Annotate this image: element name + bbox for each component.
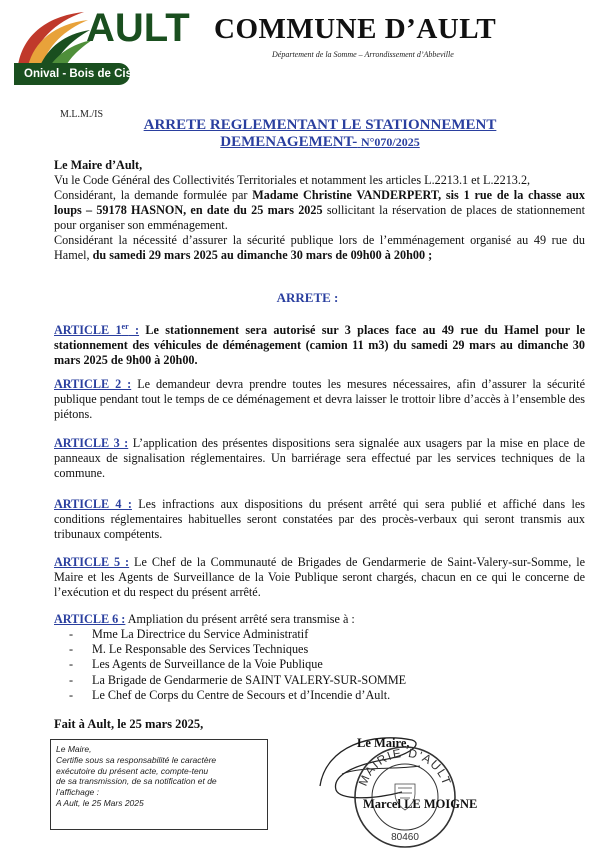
stamp-bottom-text: 80460	[391, 832, 419, 843]
article-1-label-sup: er	[121, 322, 129, 331]
article-3-label: ARTICLE 3 :	[54, 436, 129, 450]
considerant-1	[54, 188, 585, 233]
stamp-top-text: MAIRIE D'AULT	[355, 745, 455, 788]
list-item-text: La Brigade de Gendarmerie de SAINT VALERY-SUR-SOMME	[92, 672, 407, 687]
article-1-label-sep: :	[128, 323, 140, 338]
list-item-text: M. Le Responsable des Services Techniques	[92, 642, 309, 657]
article-6-text: Ampliation du présent arrêté sera transmise à :	[125, 612, 355, 626]
certification-text	[56, 744, 262, 809]
document-title-line2: DEMENAGEMENT-	[220, 134, 358, 150]
list-item-text: Le Chef de Corps du Centre de Secours et d’Incendie d’Ault.	[92, 687, 391, 702]
commune-title: COMMUNE D’AULT	[214, 13, 497, 45]
article-6-label: ARTICLE 6 :	[54, 612, 126, 626]
considerant-2-b: du samedi 29 mars 2025 au dimanche 30 mars de 09h00 à 20h00 ;	[92, 248, 433, 262]
list-item: - M. Le Responsable des Services Techniques	[69, 642, 309, 657]
document-number: N°070/2025	[360, 135, 420, 149]
list-item: - Les Agents de Surveillance de la Voie Publique	[69, 657, 323, 672]
document-title	[120, 117, 520, 151]
considerant-2	[54, 233, 585, 263]
article-4-text: Les infractions aux dispositions du présent arrêté qui sera publié et affiché dans les conditions réglementaires habituelles seront constatées par des procès-verbaux qui seront transmis aux tribunaux compétents.	[54, 497, 585, 541]
article-5	[54, 555, 585, 600]
article-4-label: ARTICLE 4 :	[54, 497, 132, 511]
article-5-text: Le Chef de la Communauté de Brigades de Gendarmerie de Saint-Valery-sur-Somme, le Maire et les Agents de Surveillance de la Voie Publique seront chargés, chacun en ce qui le concerne de l’exécution et du respect du présent arrêté.	[54, 555, 585, 599]
logo-subtitle: Onival - Bois de Cise	[24, 68, 139, 80]
considerant-1-c: sollicitant la réservation de places de stationnement pour organiser son emménagement.	[54, 203, 585, 232]
certif-line: A Ault, le 25 Mars 2025	[56, 797, 144, 808]
list-item: - La Brigade de Gendarmerie de SAINT VALERY-SUR-SOMME	[69, 672, 407, 687]
considerant-1-a: Considérant, la demande formulée par	[54, 188, 253, 202]
maire-label: Le Maire,	[357, 736, 410, 750]
article-1-text: Le stationnement sera autorisé sur 3 places face au 49 rue du Hamel pour le stationnement des véhicules de déménagement (camion 11 m3) du samedi 29 mars au dimanche 30 mars 2025 de 9h00 à 20h00.	[54, 323, 586, 368]
fait-a-ault: Fait à Ault, le 25 mars 2025,	[54, 717, 204, 731]
certif-line: l’affichage :	[56, 787, 99, 798]
article-1	[54, 319, 585, 368]
certif-line: de sa transmission, de sa notification et de	[56, 776, 217, 787]
certif-line: Le Maire,	[56, 744, 92, 754]
considerant-2-a: Considérant la nécessité d’assurer la sécurité publique lors de l’emménagement organisé au 49 rue du Hamel,	[54, 233, 585, 262]
arrete-heading: ARRETE :	[276, 290, 339, 305]
svg-text:MAIRIE D'AULT	[356, 746, 454, 788]
ampliation-list	[54, 627, 585, 703]
preamble	[54, 158, 585, 263]
article-2-text: Le demandeur devra prendre toutes les mesures nécessaires, afin d’assurer la sécurité publique pendant tout le temps de ce déménagement et devra laisser le trottoir libre d’accès à l’ensemble des piétons.	[54, 377, 585, 421]
logo-swoosh-graphic	[14, 8, 94, 70]
document-title-line1: ARRETE REGLEMENTANT LE STATIONNEMENT	[143, 117, 497, 133]
article-2	[54, 377, 585, 422]
article-6	[54, 612, 585, 627]
considerant-1-b: Madame Christine VANDERPERT, sis 1 rue de la chasse aux loups – 59178 HASNON, en date du 25 mars 2025	[54, 188, 586, 217]
logo-text: AULT	[86, 6, 190, 50]
certif-line: exécutoire du présent acte, compte-tenu	[56, 765, 209, 776]
article-4	[54, 497, 585, 542]
maire-heading: Le Maire d’Ault,	[54, 158, 143, 172]
ampliation-list-wrap	[54, 627, 585, 703]
document-title-line2-wrap	[120, 134, 520, 151]
article-1-label-text: ARTICLE 1	[54, 323, 122, 338]
certif-line: Certifie sous sa responsabilité le caractère	[56, 754, 217, 765]
vu-line: Vu le Code Général des Collectivités Territoriales et notamment les articles L.2213.1 et L.2213.2,	[54, 173, 531, 187]
article-1-label	[54, 323, 139, 337]
list-item-text: Les Agents de Surveillance de la Voie Publique	[92, 657, 323, 672]
reference: M.L.M./IS	[60, 109, 104, 120]
commune-subtitle: Département de la Somme – Arrondissement d’Abbeville	[272, 50, 454, 59]
article-3-text: L’application des présentes dispositions sera signalée aux usagers par la mise en place de panneaux de signalisation réglementaires. Un barriérage sera effectué par les services techniques de la commune.	[54, 436, 586, 480]
article-3	[54, 436, 585, 481]
maire-name: Marcel LE MOIGNE	[363, 797, 478, 811]
list-item-text: Mme La Directrice du Service Administratif	[92, 627, 309, 641]
list-item: - Mme La Directrice du Service Administratif	[69, 627, 309, 641]
list-item: - Le Chef de Corps du Centre de Secours et d’Incendie d’Ault.	[69, 687, 391, 702]
article-2-label: ARTICLE 2 :	[54, 377, 132, 391]
article-5-label: ARTICLE 5 :	[54, 555, 130, 569]
